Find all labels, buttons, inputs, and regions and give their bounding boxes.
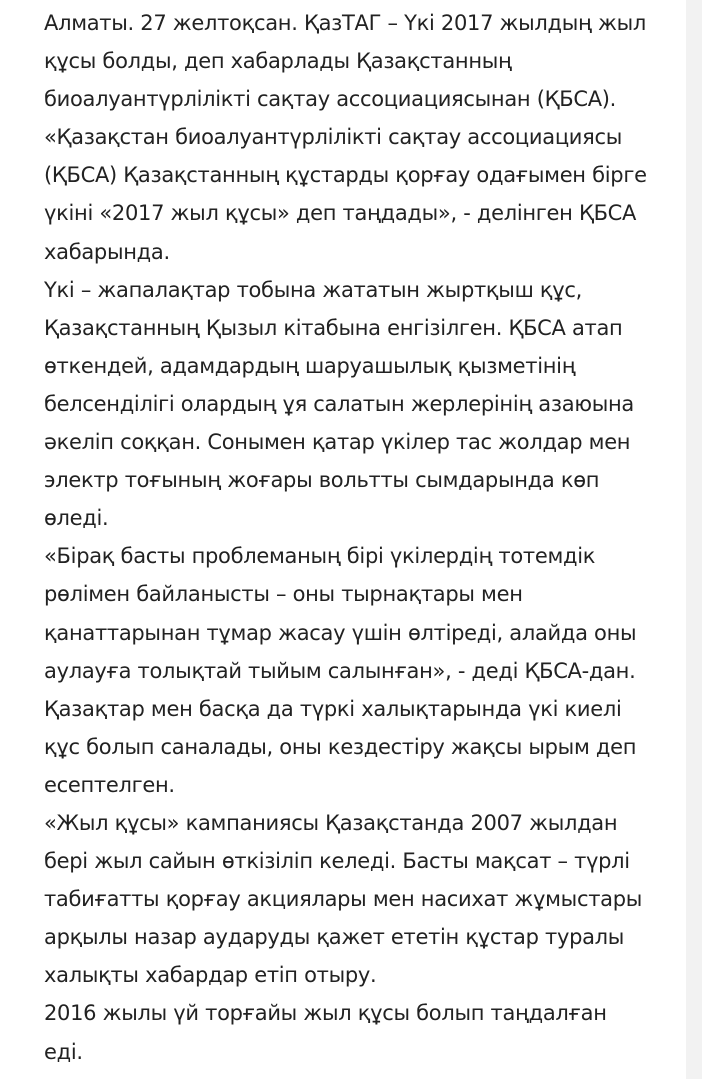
paragraph <box>44 271 684 538</box>
text-line: құсы болды, деп хабарлады Қазақстанның <box>44 49 512 74</box>
text-line: Қазақтар мен басқа да түркі халықтарында үкі киелі <box>44 696 622 721</box>
text-line: құс болып саналады, оны кездестіру жақсы ырым деп <box>44 734 637 759</box>
text-line: халықты хабардар етіп отыру. <box>44 963 377 988</box>
text-line: еді. <box>44 1039 83 1064</box>
text-line: өледі. <box>44 506 109 531</box>
text-line: «Бірақ басты проблеманың бірі үкілердің тотемдік <box>44 544 596 569</box>
paragraph <box>44 4 684 118</box>
text-line: өткендей, адамдардың шаруашылық қызметінің <box>44 353 576 378</box>
text-line: қанаттарынан тұмар жасау үшін өлтіреді, алайда оны <box>44 620 637 645</box>
paragraph <box>44 690 684 804</box>
text-line: белсенділігі олардың ұя салатын жерлерінің азаюына <box>44 391 634 416</box>
text-line: бері жыл сайын өткізіліп келеді. Басты мақсат – түрлі <box>44 849 630 874</box>
text-line: «Жыл құсы» кампаниясы Қазақстанда 2007 жылдан <box>44 810 618 835</box>
text-line: электр тоғының жоғары вольтты сымдарында көп <box>44 468 600 493</box>
paragraph <box>44 804 684 994</box>
text-line: биоалуантүрлілікті сақтау ассоциациясынан (ҚБСА). <box>44 87 617 112</box>
paragraph <box>44 537 684 689</box>
text-line: «Қазақстан биоалуантүрлілікті сақтау ассоциациясы <box>44 125 623 150</box>
text-line: үкіні «2017 жыл құсы» деп таңдады», - делінген ҚБСА <box>44 201 637 226</box>
text-line: Үкі – жапалақтар тобына жататын жыртқыш құс, <box>44 277 583 302</box>
text-line: табиғатты қорғау акциялары мен насихат жұмыстары <box>44 887 643 912</box>
text-line: 2016 жылы үй торғайы жыл құсы болып таңдалған <box>44 1001 607 1026</box>
article-body <box>44 4 684 1071</box>
text-line: әкеліп соққан. Сонымен қатар үкілер тас жолдар мен <box>44 430 631 455</box>
text-line: Қазақстанның Қызыл кітабына енгізілген. ҚБСА атап <box>44 315 623 340</box>
paragraph <box>44 994 684 1070</box>
text-line: арқылы назар аударуды қажет ететін құстар туралы <box>44 925 625 950</box>
text-line: рөлімен байланысты – оны тырнақтары мен <box>44 582 523 607</box>
text-line: Алматы. 27 желтоқсан. ҚазТАГ – Үкі 2017 жылдың жыл <box>44 11 647 35</box>
text-line: есептелген. <box>44 772 175 797</box>
paragraph <box>44 118 684 270</box>
scrollbar-track[interactable] <box>686 0 702 1079</box>
text-line: хабарында. <box>44 239 170 264</box>
text-line: (ҚБСА) Қазақстанның құстарды қорғау одағымен бірге <box>44 163 647 188</box>
text-line: аулауға толықтай тыйым салынған», - деді ҚБСА-дан. <box>44 658 636 683</box>
